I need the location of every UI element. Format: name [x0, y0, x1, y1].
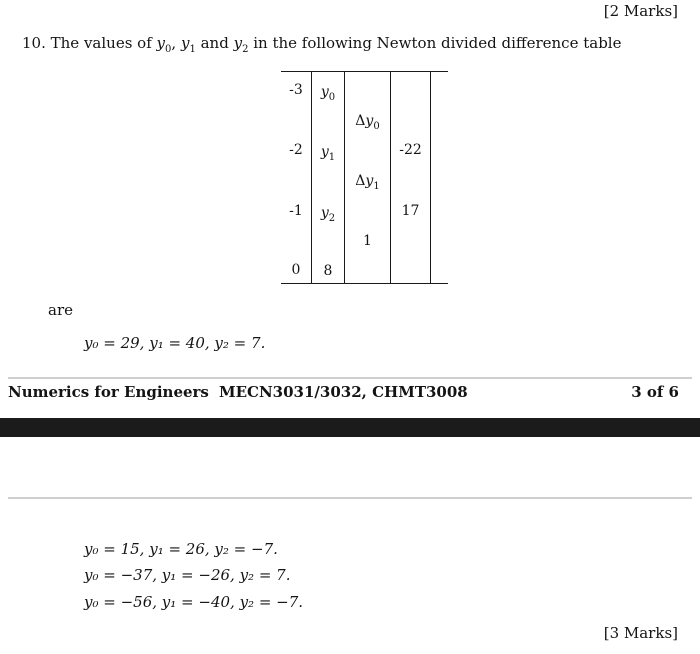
table-x-cell: -2	[289, 142, 303, 158]
table-bottom-border	[281, 283, 448, 284]
table-delta-y0-cell: $\Delta y_0$	[355, 113, 380, 132]
table-vline-1	[311, 71, 312, 284]
question-text-after: in the following Newton divided difference table	[253, 34, 622, 52]
footer-page-number: 3 of 6	[631, 383, 679, 401]
question-number: 10.	[22, 34, 46, 52]
table-top-border	[281, 71, 448, 72]
table-first-diff-cell: 1	[363, 233, 372, 249]
page-break-bar	[0, 418, 700, 437]
table-vline-4	[430, 71, 431, 284]
answer-option: y₀ = −56, y₁ = −40, y₂ = −7.	[84, 593, 304, 611]
divided-difference-table	[0, 0, 700, 300]
table-y2-cell: $y_2$	[320, 205, 336, 224]
table-x-cell: 0	[291, 262, 301, 278]
table-second-diff-cell: 17	[401, 203, 420, 219]
table-y1-cell: $y_1$	[320, 144, 336, 163]
table-x-cell: -3	[289, 82, 303, 98]
footer-top-rule	[8, 377, 692, 379]
table-second-diff-cell: -22	[399, 142, 422, 158]
marks-label-top: [2 Marks]	[603, 2, 678, 20]
are-word: are	[48, 301, 73, 319]
question-text-before: The values of	[50, 34, 152, 52]
answer-option: y₀ = −37, y₁ = −26, y₂ = 7.	[84, 566, 291, 584]
var-y0: $y_0$	[156, 34, 172, 55]
answer-option: y₀ = 15, y₁ = 26, y₂ = −7.	[84, 540, 278, 558]
marks-label-bottom: [3 Marks]	[603, 624, 678, 642]
var-y2: $y_2$	[233, 34, 249, 55]
var-y1: $y_1$	[180, 34, 196, 55]
question-text: 10. The values of $y_0$, $y_1$ and $y_2$ in the following Newton divided difference table	[22, 34, 622, 55]
answer-option-a: y₀ = 29, y₁ = 40, y₂ = 7.	[84, 334, 266, 352]
page-top-rule	[8, 497, 692, 499]
and-word: and	[200, 34, 229, 52]
footer-codes: MECN3031/3032, CHMT3008	[219, 383, 468, 401]
table-vline-3	[390, 71, 391, 284]
table-delta-y1-cell: $\Delta y_1$	[355, 173, 380, 192]
table-x-cell: -1	[289, 203, 303, 219]
footer-course: Numerics for Engineers	[8, 383, 209, 401]
table-y0-cell: $y_0$	[320, 84, 336, 103]
table-y3-cell: 8	[323, 263, 333, 279]
